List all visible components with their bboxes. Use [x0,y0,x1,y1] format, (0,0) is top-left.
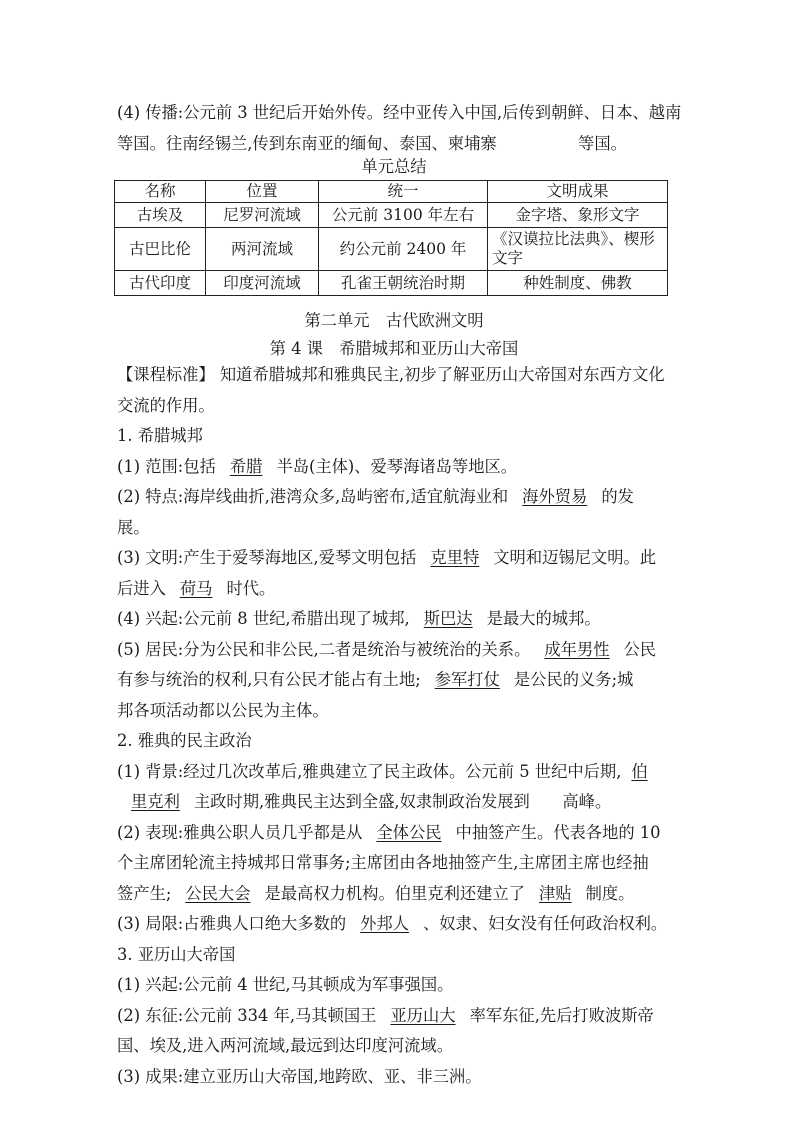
table-cell: 金字塔、象形文字 [488,203,668,228]
lesson-body [117,360,687,1092]
text-run: (3) 局限:占雅典人口绝大多数的 [117,914,347,933]
text-run: (2) 特点:海岸线曲折,港湾众多,岛屿密布,适宜航海业和 [117,487,509,506]
answer-blank: 参军打仗 [434,670,500,689]
text-line: (3) 成果:建立亚历山大帝国,地跨欧、亚、非三洲。 [117,1066,482,1086]
text-line: 展。 [117,517,150,537]
table-cell: 公元前 3100 年左右 [319,203,488,228]
answer-blank: 希腊 [229,456,263,476]
table-cell: 古巴比伦 [115,228,206,271]
answer-blank: 公民大会 [185,883,251,903]
text-line: (4) 传播:公元前 3 世纪后开始外传。经中亚传入中国,后传到朝鲜、日本、越南 [117,103,682,122]
text-run: 文明和迈锡尼文明。此 [493,548,657,567]
table-cell: 孔雀王朝统治时期 [319,271,488,296]
answer-blank: 成年男性 [544,639,610,659]
lesson-title: 第 4 课 希腊城邦和亚历山大帝国 [269,339,519,358]
table-cell: 《汉谟拉比法典》、楔形文字 [488,228,668,271]
text-run: 率军东征,先后打败波斯帝 [469,1005,654,1025]
text-run: 后进入 [117,578,166,598]
answer-blank: 亚历山大 [390,1005,456,1025]
text-run: 是最大的城邦。 [486,609,601,628]
table-header-row [115,181,668,203]
summary-table [114,180,668,296]
standard-label: 【课程标准】 [117,365,215,384]
text-run: (1) 背景:经过几次改革后,雅典建立了民主政体。公元前 5 世纪中后期, [117,761,622,781]
text-run: 是公民的义务;城 [513,670,634,689]
table-cell: 尼罗河流域 [206,203,319,228]
text-line: 等国。往南经锡兰,传到东南亚的缅甸、泰国、柬埔寨 等国。 [117,133,627,153]
text-run: 签产生; [117,883,172,903]
table-row [115,203,668,228]
unit-title: 第二单元 古代欧洲文明 [304,311,484,330]
table-cell: 约公元前 2400 年 [319,228,488,271]
answer-blank: 全体公民 [376,822,442,842]
text-run: 有参与统治的权利,只有公民才能占有土地; [117,670,421,689]
text-run: 制度。 [585,883,635,903]
answer-blank: 里克利 [131,792,180,811]
answer-blank: 外邦人 [360,914,409,933]
text-run: 的发 [601,487,634,506]
text-run: 中抽签产生。代表各地的 10 [455,822,661,842]
text-run: (3) 文明:产生于爱琴海地区,爱琴文明包括 [117,548,417,567]
text-line: 国、埃及,进入两河流域,最远到达印度河流域。 [117,1036,453,1055]
text-run: (4) 兴起:公元前 8 世纪,希腊出现了城邦, [117,609,410,628]
table-cell: 两河流域 [206,228,319,271]
column-header: 位置 [206,181,319,203]
text-line: 个主席团轮流主持城邦日常事务;主席团由各地抽签产生,主席团主席也经抽 [117,853,649,872]
column-header: 名称 [115,181,206,203]
answer-blank: 海外贸易 [522,487,588,506]
text-run: (1) 范围:包括 [117,456,216,476]
answer-blank: 荷马 [179,578,213,598]
text-run: 主政时期,雅典民主达到全盛,奴隶制政治发展到 高峰。 [193,792,612,811]
text-run: (2) 表现:雅典公职人员几乎都是从 [117,822,363,842]
answer-blank: 克里特 [430,548,480,567]
text-run: 时代。 [226,578,276,598]
section-heading: 1. 希腊城邦 [117,426,203,445]
text-line [117,574,687,605]
text-run: 是最高权力机构。伯里克利还建立了 [264,883,525,903]
text-line [117,787,687,818]
text-line [117,543,687,574]
text-line [117,452,687,483]
text-run: (5) 居民:分为公民和非公民,二者是统治与被统治的关系。 [117,639,531,659]
text-line [117,482,687,513]
table-cell: 古代印度 [115,271,206,296]
text-run: 公民 [623,639,657,659]
text-line [117,665,687,696]
section-heading: 2. 雅典的民主政治 [117,731,252,750]
text-line [117,1001,687,1032]
course-standard [117,360,687,391]
table-cell: 种姓制度、佛教 [488,271,668,296]
answer-blank: 津贴 [539,883,572,903]
text-run: (2) 东征:公元前 334 年,马其顿国王 [117,1005,377,1025]
table-cell: 古埃及 [115,203,206,228]
text-line: (1) 兴起:公元前 4 世纪,马其顿成为军事强国。 [117,975,454,994]
answer-blank: 斯巴达 [423,609,473,628]
standard-text: 知道希腊城邦和雅典民主,初步了解亚历山大帝国对东西方文化 [214,365,665,384]
summary-title: 单元总结 [361,157,427,176]
text-line: 邦各项活动都以公民为主体。 [117,700,329,720]
text-line [117,879,687,910]
text-line [117,818,687,849]
column-header: 文明成果 [488,181,668,203]
table-row [115,228,668,271]
table-cell: 印度河流域 [206,271,319,296]
text-run: 半岛(主体)、爱琴海诸岛等地区。 [276,456,518,476]
text-run: 、奴隶、妇女没有任何政治权利。 [422,914,668,933]
text-line [117,909,687,940]
table-row [115,271,668,296]
text-line: 交流的作用。 [117,395,215,415]
spread-paragraph [117,98,687,159]
section-heading: 3. 亚历山大帝国 [117,944,236,964]
column-header: 统一 [319,181,488,203]
text-line [117,604,687,635]
text-line [117,635,687,666]
text-line [117,757,687,788]
answer-blank: 伯 [631,761,648,781]
